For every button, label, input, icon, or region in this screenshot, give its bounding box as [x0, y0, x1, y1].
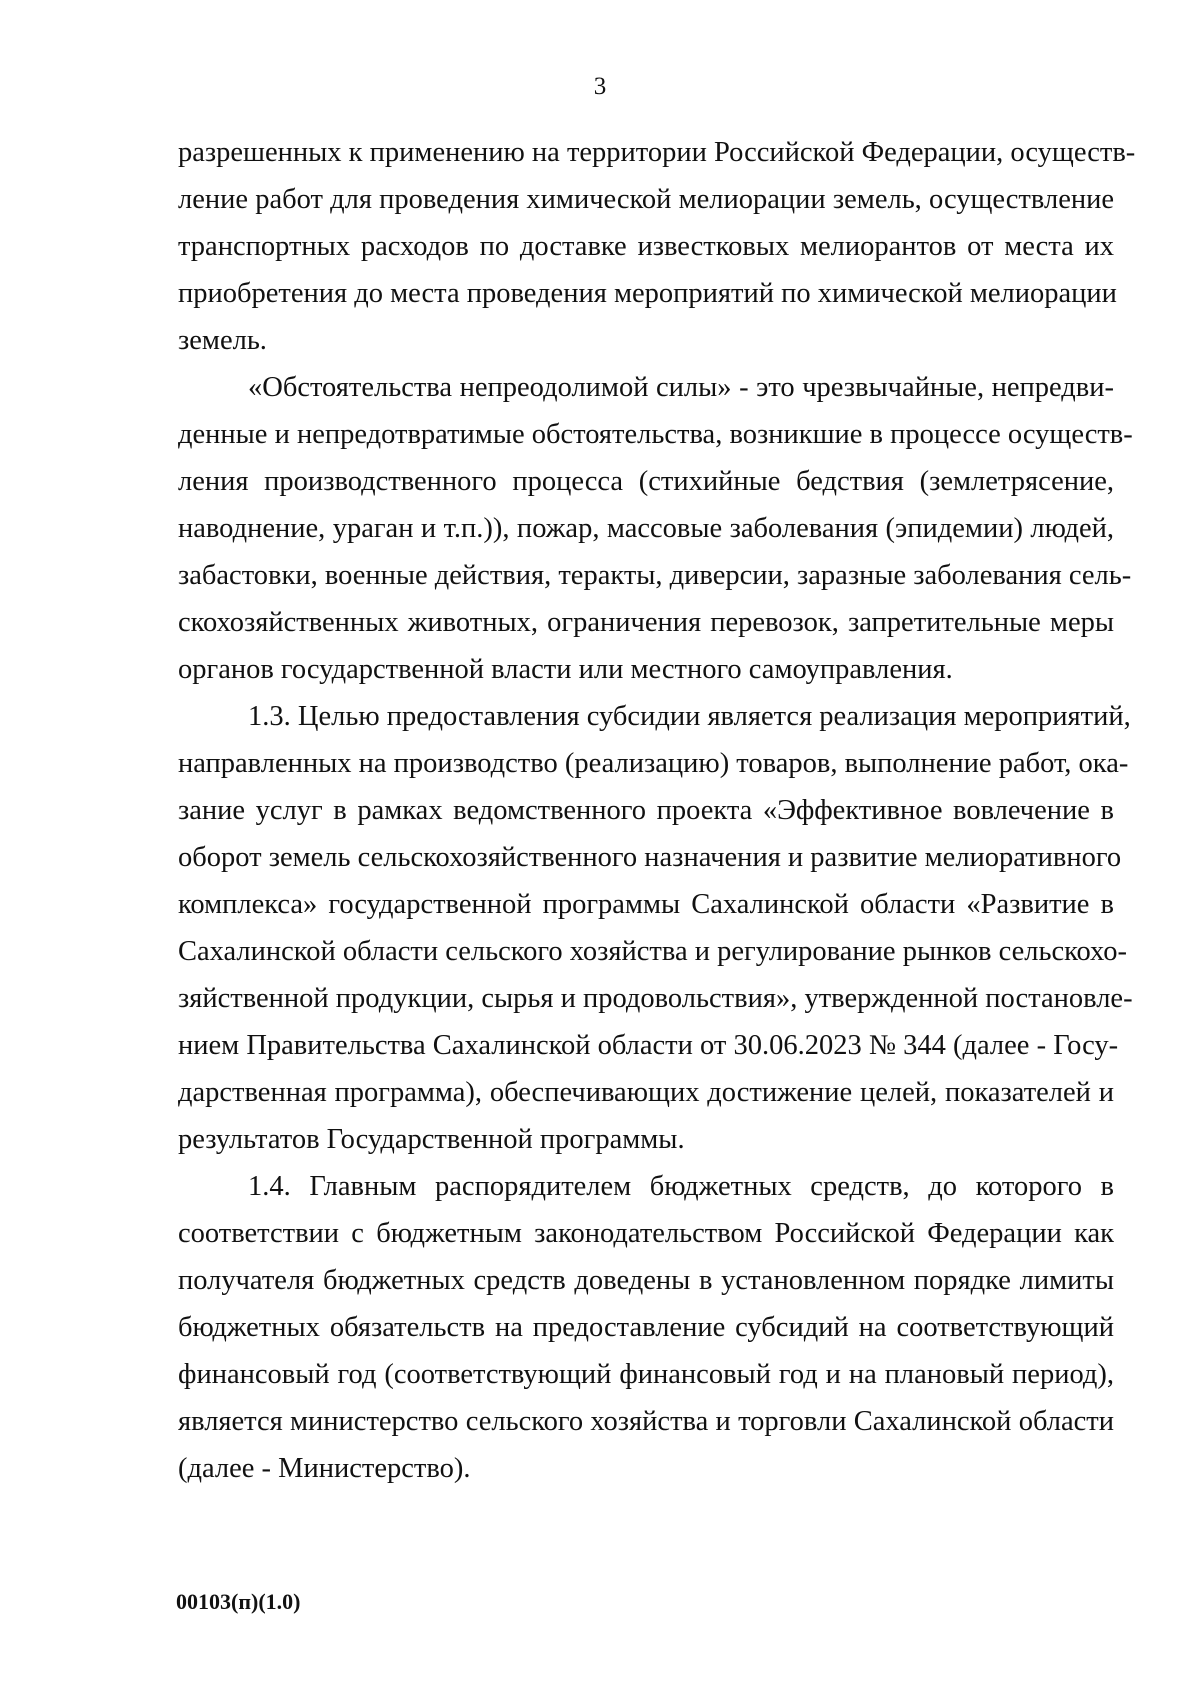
- text-line: органов государственной власти или местного самоуправления.: [178, 654, 953, 685]
- page-number: 3: [593, 73, 607, 100]
- paragraph: [178, 129, 1136, 364]
- text-line: приобретения до места проведения мероприятий по химической мелиорации: [178, 278, 1117, 309]
- text-line: получателя бюджетных средств доведены в установленном порядке лимиты: [178, 1265, 1114, 1296]
- text-line: 1.4. Главным распорядителем бюджетных средств, до которого в: [248, 1171, 1114, 1202]
- text-line: зание услуг в рамках ведомственного проекта «Эффективное вовлечение в: [178, 795, 1114, 826]
- text-line: финансовый год (соответствующий финансовый год и на плановый период),: [178, 1359, 1114, 1390]
- text-line: является министерство сельского хозяйства и торговли Сахалинской области: [178, 1406, 1114, 1437]
- paragraph: [178, 1163, 1114, 1492]
- text-line: ление работ для проведения химической мелиорации земель, осуществление: [178, 184, 1114, 215]
- text-line: «Обстоятельства непреодолимой силы» - это чрезвычайные, непредви-: [248, 372, 1114, 403]
- text-line: комплекса» государственной программы Сахалинской области «Развитие в: [178, 889, 1114, 920]
- text-line: скохозяйственных животных, ограничения перевозок, запретительные меры: [178, 607, 1114, 638]
- text-line: результатов Государственной программы.: [178, 1124, 685, 1155]
- text-line: оборот земель сельскохозяйственного назначения и развитие мелиоративного: [178, 842, 1122, 873]
- text-line: бюджетных обязательств на предоставление субсидий на соответствующий: [178, 1312, 1114, 1343]
- text-line: направленных на производство (реализацию) товаров, выполнение работ, ока-: [178, 748, 1129, 779]
- text-line: ления производственного процесса (стихийные бедствия (землетрясение,: [178, 466, 1114, 497]
- document-body: [178, 129, 1136, 1492]
- paragraph: [178, 693, 1133, 1163]
- document-code: 00103(п)(1.0): [176, 1589, 301, 1614]
- text-line: денные и непредотвратимые обстоятельства, возникшие в процессе осуществ-: [178, 419, 1133, 450]
- text-line: Сахалинской области сельского хозяйства и регулирование рынков сельскохо-: [178, 936, 1127, 967]
- text-line: 1.3. Целью предоставления субсидии является реализация мероприятий,: [248, 701, 1131, 732]
- text-line: дарственная программа), обеспечивающих достижение целей, показателей и: [178, 1077, 1114, 1108]
- text-line: соответствии с бюджетным законодательством Российской Федерации как: [178, 1218, 1114, 1249]
- text-line: транспортных расходов по доставке известковых мелиорантов от места их: [178, 231, 1114, 262]
- text-line: нием Правительства Сахалинской области от 30.06.2023 № 344 (далее - Госу-: [178, 1030, 1119, 1061]
- paragraph: [178, 364, 1133, 693]
- text-line: (далее - Министерство).: [178, 1453, 471, 1484]
- text-line: зяйственной продукции, сырья и продовольствия», утвержденной постановле-: [178, 983, 1133, 1014]
- text-line: разрешенных к применению на территории Российской Федерации, осуществ-: [178, 137, 1136, 168]
- text-line: забастовки, военные действия, теракты, диверсии, заразные заболевания сель-: [178, 560, 1132, 591]
- text-line: земель.: [178, 325, 267, 356]
- text-line: наводнение, ураган и т.п.)), пожар, массовые заболевания (эпидемии) людей,: [178, 513, 1114, 544]
